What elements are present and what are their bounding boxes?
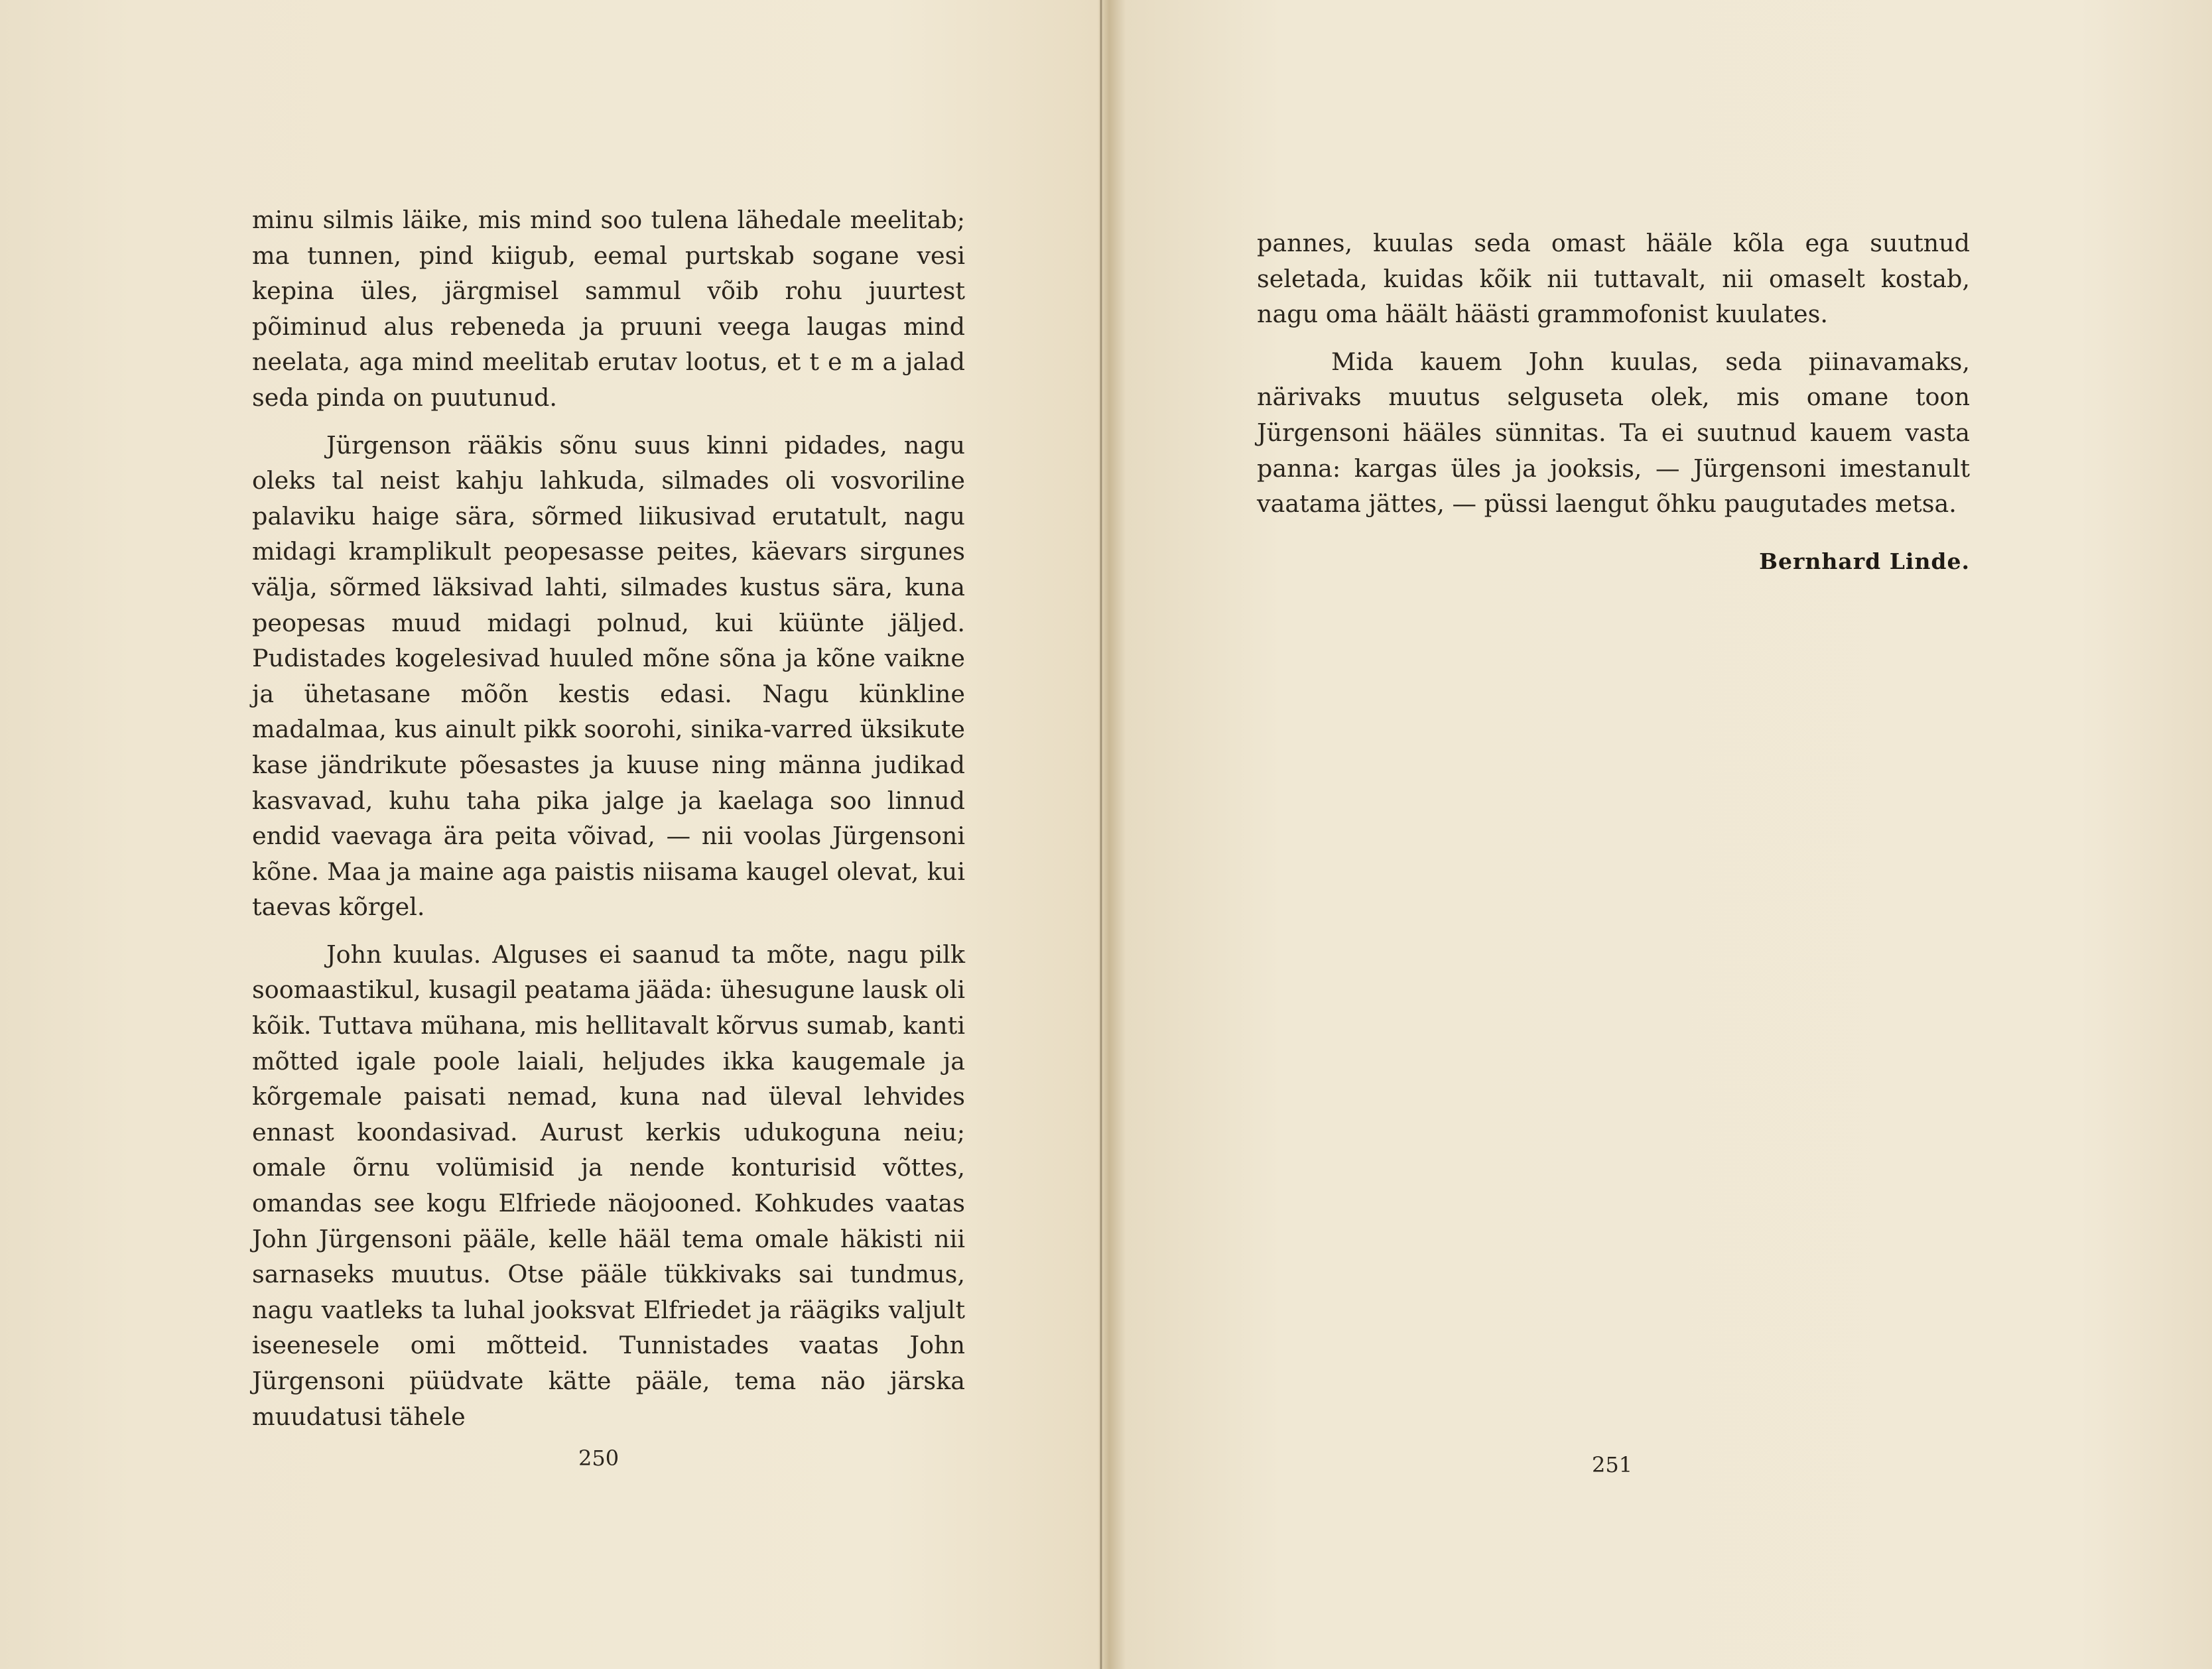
left-paragraph-3: John kuulas. Alguses ei saanud ta mõte, nagu pilk soomaastikul, kusagil peatama jääda: ühesugune lausk oli kõik. Tuttava mühana, mis hellitavalt kõrvus sumab, kanti mõtted igale poole laiali, heljudes ikka kaugemale ja kõrgemale paisati nemad, kuna nad üleval lehvides ennast koondasivad. Aurust kerkis udukoguna neiu; omale õrnu volümisid ja nende konturisid võttes, omandas see kogu Elfriede näojooned. Kohkudes vaatas John Jürgensoni pääle, kelle hääl tema omale häkisti nii sarnaseks muutus. Otse pääle tükkivaks sai tundmus, nagu vaatleks ta luhal jooksvat Elfriedet ja räägiks valjult iseenesele omi mõtteid. Tunnistades vaatas John Jürgensoni püüdvate kätte pääle, tema näo järska muudatusi tähele <box>252 940 965 1431</box>
left-page-number: 250 <box>578 1446 619 1471</box>
right-page <box>1257 225 1970 574</box>
right-paragraph-1: pannes, kuulas seda omast hääle kõla ega suutnud seletada, kuidas kõik nii tuttavalt, nii omaselt kostab, nagu oma häält häästi grammofonist kuulates. <box>1257 229 1970 329</box>
right-page-number: 251 <box>1592 1452 1633 1477</box>
left-paragraph-2: Jürgenson rääkis sõnu suus kinni pidades, nagu oleks tal neist kahju lahkuda, silmades oli vosvoriline palaviku haige sära, sõrmed liikusivad erutatult, nagu midagi kramplikult peopesasse peites, käevars sirgunes välja, sõrmed läksivad lahti, silmades kustus sära, kuna peopesas muud midagi polnud, kui küünte jäljed. Pudistades kogelesivad huuled mõne sõna ja kõne vaikne ja ühetasane mõõn kestis edasi. Nagu künkline madalmaa, kus ainult pikk soorohi, sinika-varred üksikute kase jändrikute põesastes ja kuuse ning männa judikad kasvavad, kuhu taha pika jalge ja kaelaga soo linnud endid vaevaga ära peita võivad, — nii voolas Jürgensoni kõne. Maa ja maine aga paistis niisama kaugel olevat, kui taevas kõrgel. <box>252 430 965 922</box>
left-page <box>252 202 965 1434</box>
book-gutter <box>1100 0 1102 1669</box>
author-signature: Bernhard Linde. <box>1759 548 1970 574</box>
right-paragraph-2: Mida kauem John kuulas, seda piinavamaks, närivaks muutus selguseta olek, mis omane toon Jürgensoni hääles sünnitas. Ta ei suutnud kauem vasta panna: kargas üles ja jooksis, — Jürgensoni imestanult vaatama jättes, — püssi laengut õhku paugutades metsa. <box>1257 347 1970 519</box>
left-paragraph-1: minu silmis läike, mis mind soo tulena lähedale meelitab; ma tunnen, pind kiigub, eemal purtskab sogane vesi kepina üles, järgmisel sammul võib rohu juurtest põiminud alus rebeneda ja pruuni veega laugas mind neelata, aga mind meelitab erutav lootus, et t e m a jalad seda pinda on puutunud. <box>252 206 965 412</box>
